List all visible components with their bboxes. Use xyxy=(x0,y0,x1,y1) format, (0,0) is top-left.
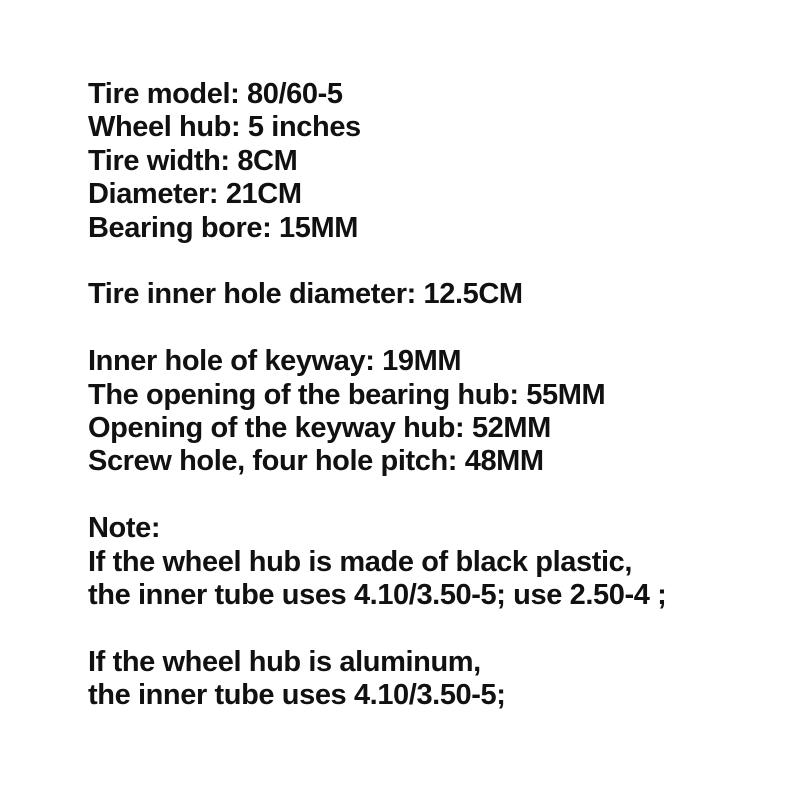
spec-line-bearing-bore: Bearing bore: 15MM xyxy=(88,211,358,244)
spec-block-basic-dimensions xyxy=(88,78,780,245)
spec-block-inner-hole xyxy=(88,278,780,311)
spec-line-aluminum-tube: the inner tube uses 4.10/3.50-5; xyxy=(88,679,506,712)
spec-line-black-plastic-tube: the inner tube uses 4.10/3.50-5; use 2.50-4 ; xyxy=(88,579,667,612)
spec-line-aluminum-cond: If the wheel hub is aluminum, xyxy=(88,645,481,678)
spec-block-note-black-plastic xyxy=(88,512,780,612)
spec-line-inner-hole-diameter: Tire inner hole diameter: 12.5CM xyxy=(88,278,523,311)
spec-block-hub-openings xyxy=(88,345,780,479)
spec-line-diameter: Diameter: 21CM xyxy=(88,178,302,211)
spec-block-note-aluminum xyxy=(88,646,780,713)
spec-sheet xyxy=(88,78,780,713)
spec-line-keyway-hub-opening: Opening of the keyway hub: 52MM xyxy=(88,412,551,445)
spec-line-screw-hole-pitch: Screw hole, four hole pitch: 48MM xyxy=(88,445,544,478)
spec-line-black-plastic-cond: If the wheel hub is made of black plastic, xyxy=(88,545,632,578)
spec-line-note-heading: Note: xyxy=(88,512,161,545)
spec-line-keyway-inner-hole: Inner hole of keyway: 19MM xyxy=(88,345,462,378)
spec-line-tire-model: Tire model: 80/60-5 xyxy=(88,78,343,110)
spec-line-tire-width: Tire width: 8CM xyxy=(88,144,298,177)
spec-line-wheel-hub: Wheel hub: 5 inches xyxy=(88,111,361,144)
spec-line-bearing-hub-opening: The opening of the bearing hub: 55MM xyxy=(88,378,606,411)
